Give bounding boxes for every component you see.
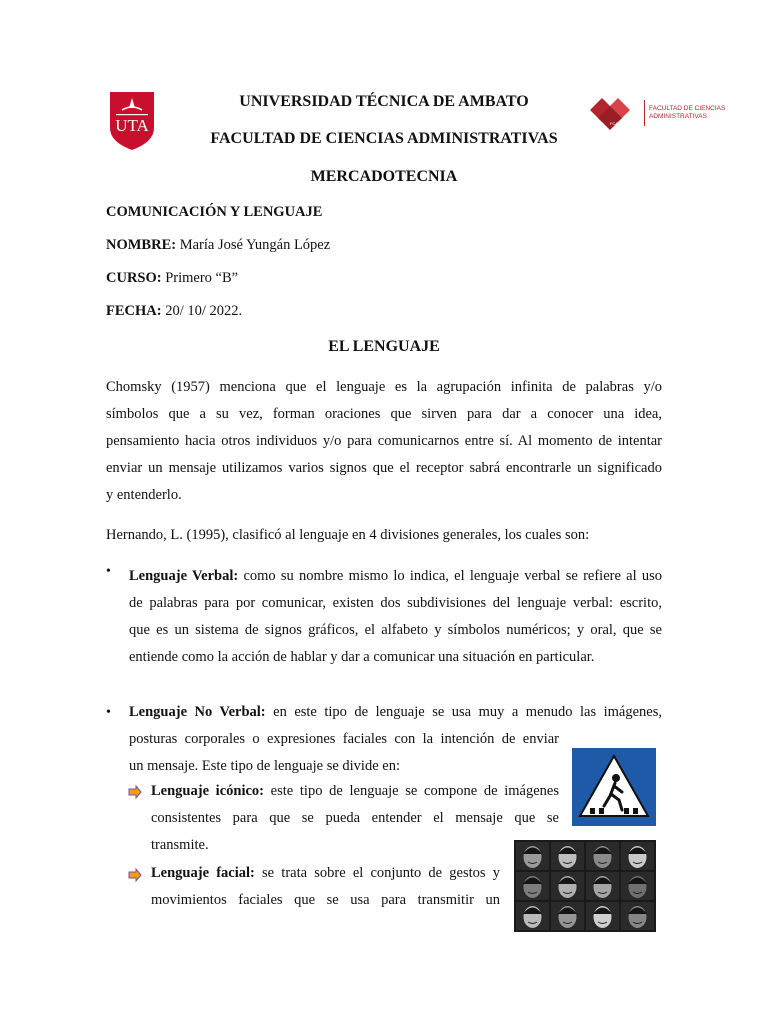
sub2-line: movimientos faciales que se usa para transmitir un bbox=[151, 892, 500, 908]
p1-line: símbolos que a su vez, forman oraciones que sirven para dar a conocer una idea, bbox=[106, 406, 662, 422]
course-line bbox=[106, 270, 238, 287]
face-thumbnail bbox=[621, 842, 654, 870]
sub1-label: Lenguaje icónico: bbox=[151, 783, 264, 799]
bullet-dot: • bbox=[106, 564, 111, 579]
paragraph-hernando: Hernando, L. (1995), clasificó al lenguaje en 4 divisiones generales, los cuales son: bbox=[106, 527, 590, 543]
university-title: UNIVERSIDAD TÉCNICA DE AMBATO bbox=[239, 93, 529, 110]
fcadm-line1: FACULTAD DE CIENCIAS bbox=[649, 105, 726, 112]
doc-title: EL LENGUAJE bbox=[328, 338, 440, 355]
sub1-text: este tipo de lenguaje se compone de imágenes bbox=[264, 783, 559, 799]
bullet2-line bbox=[129, 699, 662, 726]
name-value: María José Yungán López bbox=[176, 237, 331, 253]
p1-line: pensamiento hacia otros individuos y/o para comunicarnos entre sí. Al momento de intentar bbox=[106, 433, 662, 449]
p1-line: y entenderlo. bbox=[106, 487, 182, 503]
face-thumbnail bbox=[586, 842, 619, 870]
career-title: MERCADOTECNIA bbox=[310, 168, 458, 185]
course-label: CURSO: bbox=[106, 270, 162, 286]
face-thumbnail bbox=[551, 902, 584, 930]
fcadm-badge-text: FCADM bbox=[610, 121, 625, 126]
bullet1-line: que es un sistema de signos gráficos, el alfabeto y símbolos numéricos; y oral, que se bbox=[129, 622, 662, 638]
sub-bullet-facial bbox=[151, 860, 500, 914]
face-thumbnail bbox=[516, 872, 549, 900]
bullet1-line bbox=[129, 563, 662, 590]
paragraph-chomsky bbox=[106, 374, 662, 509]
bullet-verbal bbox=[129, 563, 662, 671]
pedestrian-crossing-sign-image bbox=[572, 748, 656, 826]
name-line bbox=[106, 237, 330, 254]
faculty-title: FACULTAD DE CIENCIAS ADMINISTRATIVAS bbox=[210, 130, 558, 147]
face-thumbnail bbox=[551, 872, 584, 900]
face-thumbnail bbox=[621, 872, 654, 900]
p1-line: enviar un mensaje utilizamos varios signos que el receptor sabrá encontrarle un significado bbox=[106, 460, 662, 476]
faces-grid-icon bbox=[514, 840, 656, 932]
face-thumbnail bbox=[586, 902, 619, 930]
sub2-text: se trata sobre el conjunto de gestos y bbox=[254, 865, 500, 881]
bullet2-label: Lenguaje No Verbal: bbox=[129, 704, 266, 720]
bullet1-line: de palabras para por comunicar, existen dos subdivisiones del lenguaje verbal: escrito, bbox=[129, 595, 662, 611]
date-value: 20/ 10/ 2022. bbox=[161, 303, 243, 319]
name-label: NOMBRE: bbox=[106, 237, 177, 253]
course-value: Primero “B” bbox=[161, 270, 239, 286]
bullet2-text: en este tipo de lenguaje se usa muy a menudo las imágenes, bbox=[265, 704, 662, 720]
arrow-bullet-icon bbox=[128, 783, 142, 801]
date-line bbox=[106, 303, 242, 320]
bullet2-line: un mensaje. Este tipo de lenguaje se divide en: bbox=[129, 758, 400, 774]
face-thumbnail bbox=[586, 872, 619, 900]
sub2-line bbox=[151, 860, 500, 887]
bullet2-line: posturas corporales o expresiones faciales con la intención de enviar bbox=[129, 731, 559, 747]
pedestrian-crossing-icon bbox=[572, 748, 656, 826]
bullet1-text: como su nombre mismo lo indica, el lenguaje verbal se refiere al uso bbox=[238, 568, 663, 584]
sub1-line: consistentes para que se pueda entender el mensaje que se bbox=[151, 810, 559, 826]
bullet1-line: entiende como la acción de hablar y dar a comunicar una situación en particular. bbox=[129, 649, 595, 665]
sub1-line: transmite. bbox=[151, 837, 209, 853]
facial-expressions-grid-image bbox=[514, 840, 656, 932]
bullet1-label: Lenguaje Verbal: bbox=[129, 568, 239, 584]
subject-line: COMUNICACIÓN Y LENGUAJE bbox=[106, 204, 323, 220]
date-label: FECHA: bbox=[106, 303, 162, 319]
uta-logo-text: UTA bbox=[115, 116, 149, 135]
fcadm-line2: ADMINISTRATIVAS bbox=[649, 113, 707, 120]
face-thumbnail bbox=[551, 842, 584, 870]
face-thumbnail bbox=[516, 842, 549, 870]
sub-bullet-iconico bbox=[151, 778, 559, 859]
p1-line: Chomsky (1957) menciona que el lenguaje es la agrupación infinita de palabras y/o bbox=[106, 379, 662, 395]
face-thumbnail bbox=[621, 902, 654, 930]
arrow-bullet-icon bbox=[128, 866, 142, 884]
face-thumbnail bbox=[516, 902, 549, 930]
sub2-label: Lenguaje facial: bbox=[151, 865, 255, 881]
sub1-line bbox=[151, 778, 559, 805]
bullet-dot: • bbox=[106, 705, 111, 720]
